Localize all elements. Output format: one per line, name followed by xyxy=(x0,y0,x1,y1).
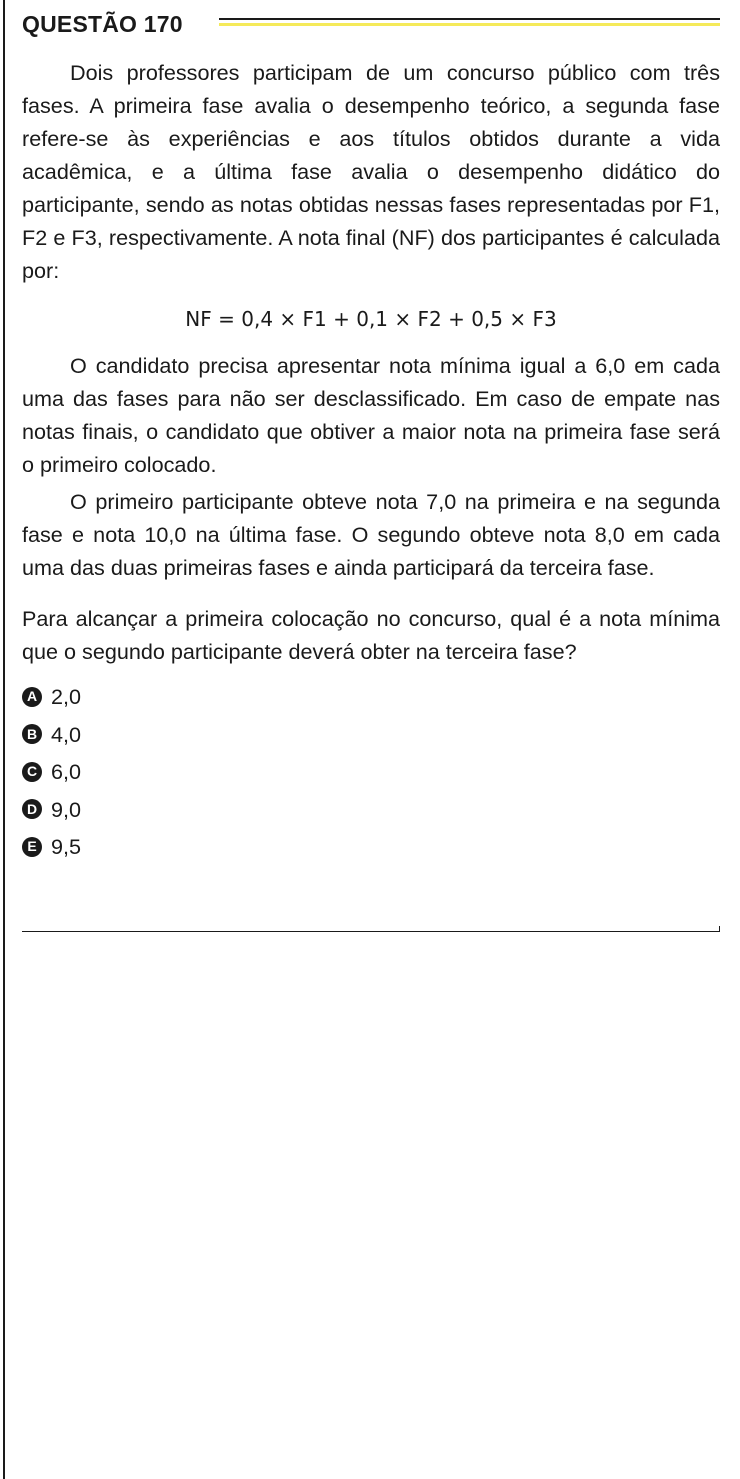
formula: NF = 0,4 × F1 + 0,1 × F2 + 0,5 × F3 xyxy=(185,307,557,331)
option-b-text: 4,0 xyxy=(51,721,82,747)
paragraph-intro: Dois professores participam de um concurso público com três fases. A primeira fase avalia o desempenho teórico, a segunda fase refere-se às experiências e aos títulos obtidos durante a vida acadêmica, e a última fase avalia o desempenho didático do participante, sendo as notas obtidas nessas fases representadas por F1, F2 e F3, respectivamente. A nota final (NF) dos participantes é calculada por: xyxy=(22,60,720,283)
option-c[interactable] xyxy=(22,753,720,791)
paragraph-scores: O primeiro participante obteve nota 7,0 na primeira e na segunda fase e nota 10,0 na última fase. O segundo obteve nota 8,0 em cada uma das duas primeiras fases e ainda participará da terceira fase. xyxy=(22,489,720,580)
option-e[interactable] xyxy=(22,828,720,866)
question-end-tick xyxy=(719,926,720,932)
question-prompt: Para alcançar a primeira colocação no concurso, qual é a nota mínima que o segundo participante deverá obter na terceira fase? xyxy=(22,606,720,664)
option-a-letter-icon: A xyxy=(22,687,42,707)
option-c-letter-icon: C xyxy=(22,762,42,782)
header-rule xyxy=(219,18,720,27)
left-border-rule xyxy=(3,0,5,1479)
option-a[interactable] xyxy=(22,678,720,716)
question-header xyxy=(22,9,720,39)
option-b[interactable] xyxy=(22,716,720,754)
option-c-text: 6,0 xyxy=(51,759,82,785)
option-d-letter-icon: D xyxy=(22,799,42,819)
question-body xyxy=(22,56,720,866)
option-b-letter-icon: B xyxy=(22,724,42,744)
answer-options xyxy=(22,678,720,866)
header-rule-dark-line xyxy=(219,18,720,20)
option-a-text: 2,0 xyxy=(51,684,82,710)
header-rule-yellow-line xyxy=(219,23,720,26)
option-d[interactable] xyxy=(22,791,720,829)
question-end-rule xyxy=(22,931,720,932)
option-e-text: 9,5 xyxy=(51,834,82,860)
question-title: QUESTÃO 170 xyxy=(22,11,183,37)
paragraph-rules: O candidato precisa apresentar nota mínima igual a 6,0 em cada uma das fases para não ser desclassificado. Em caso de empate nas notas finais, o candidato que obtiver a maior nota na primeira fase será o primeiro colocado. xyxy=(22,353,720,477)
option-d-text: 9,0 xyxy=(51,796,82,822)
option-e-letter-icon: E xyxy=(22,837,42,857)
